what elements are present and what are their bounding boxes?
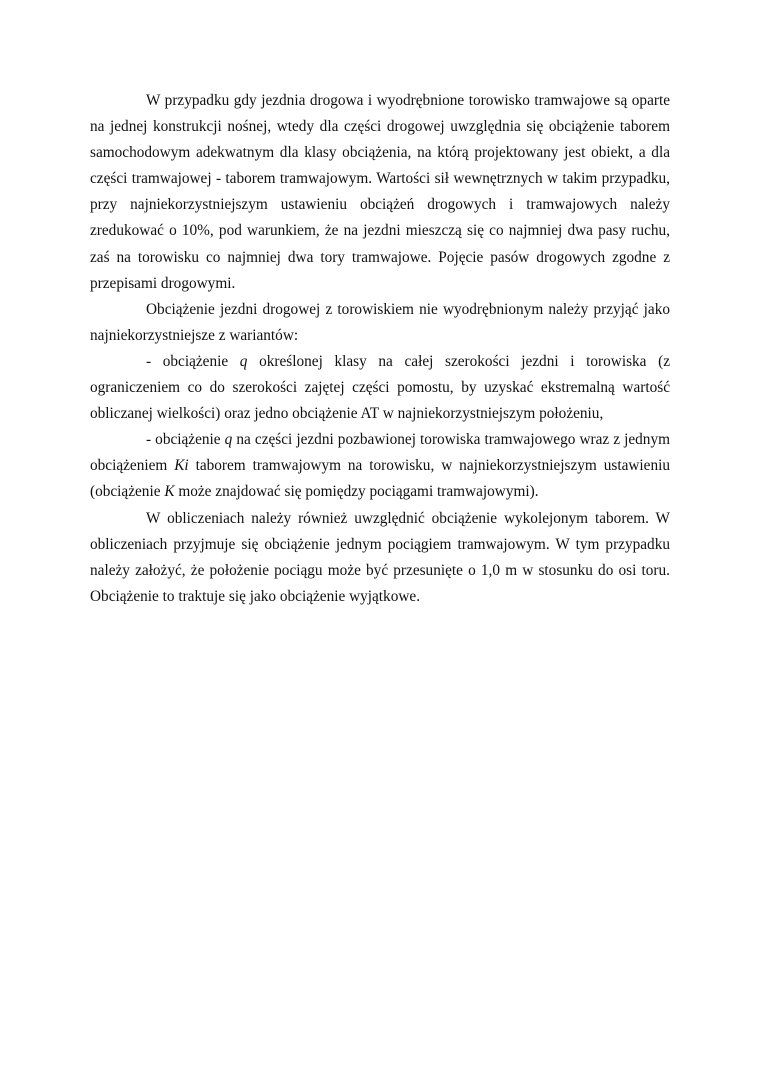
variant-text-start: - obciążenie [146, 352, 240, 370]
variant-text-middle: na części jezdni pozbawionej torowiska tramwajowego wraz z jednym obciążeniem [90, 431, 670, 475]
load-symbol-k: K [164, 483, 175, 501]
variant-text-end: określonej klasy na całej szerokości jezdni i torowiska (z ograniczeniem co do szerokości zajętej części pomostu, by uzyskać ekstremalną wartość obliczanej wielkości) oraz jedno obciążenie AT w najniekorzystniejszym położeniu, [90, 352, 671, 423]
paragraph-text: W przypadku gdy jezdnia drogowa i wyodrębnione torowisko tramwajowe są oparte na jednej konstrukcji nośnej, wtedy dla części drogowej uwzględnia się obciążenie taborem samochodowym adekwatnym dla klasy obciążenia, na którą projektowany jest obiekt, a dla części tramwajowej - taborem tramwajowym. Wartości sił wewnętrznych w takim przypadku, przy najniekorzystniejszym ustawieniu obciążeń drogowych i tramwajowych należy zredukować o 10%, pod warunkiem, że na jezdni mieszczą się co najmniej dwa pasy ruchu, zaś na torowisku co najmniej dwa tory tramwajowe. Pojęcie pasów drogowych zgodne z przepisami drogowymi. [90, 92, 670, 292]
load-symbol-q: q [224, 431, 233, 449]
variant-text-middle-2: taborem tramwajowym na torowisku, w najniekorzystniejszym ustawieniu (obciążenie [90, 457, 670, 501]
paragraph-combined-structure [90, 88, 670, 297]
document-body [90, 88, 670, 610]
variant-item-1 [90, 349, 670, 427]
variant-item-2 [90, 427, 670, 505]
paragraph-text: W obliczeniach należy również uwzględnić obciążenie wykolejonym taborem. W obliczeniach przyjmuje się obciążenie jednym pociągiem tramwajowym. W tym przypadku należy założyć, że położenie pociągu może być przesunięte o 1,0 m w stosunku do osi toru. Obciążenie to traktuje się jako obciążenie wyjątkowe. [90, 509, 670, 605]
paragraph-derailed-rolling-stock [90, 506, 670, 610]
paragraph-non-separated-track [90, 297, 670, 349]
variant-text-end: może znajdować się pomiędzy pociągami tramwajowymi). [174, 483, 539, 501]
load-symbol-q: q [239, 352, 248, 370]
load-symbol-ki: Ki [174, 457, 189, 475]
variant-text-start: - obciążenie [146, 431, 225, 449]
paragraph-text: Obciążenie jezdni drogowej z torowiskiem nie wyodrębnionym należy przyjąć jako najniekorzystniejsze z wariantów: [90, 300, 670, 344]
